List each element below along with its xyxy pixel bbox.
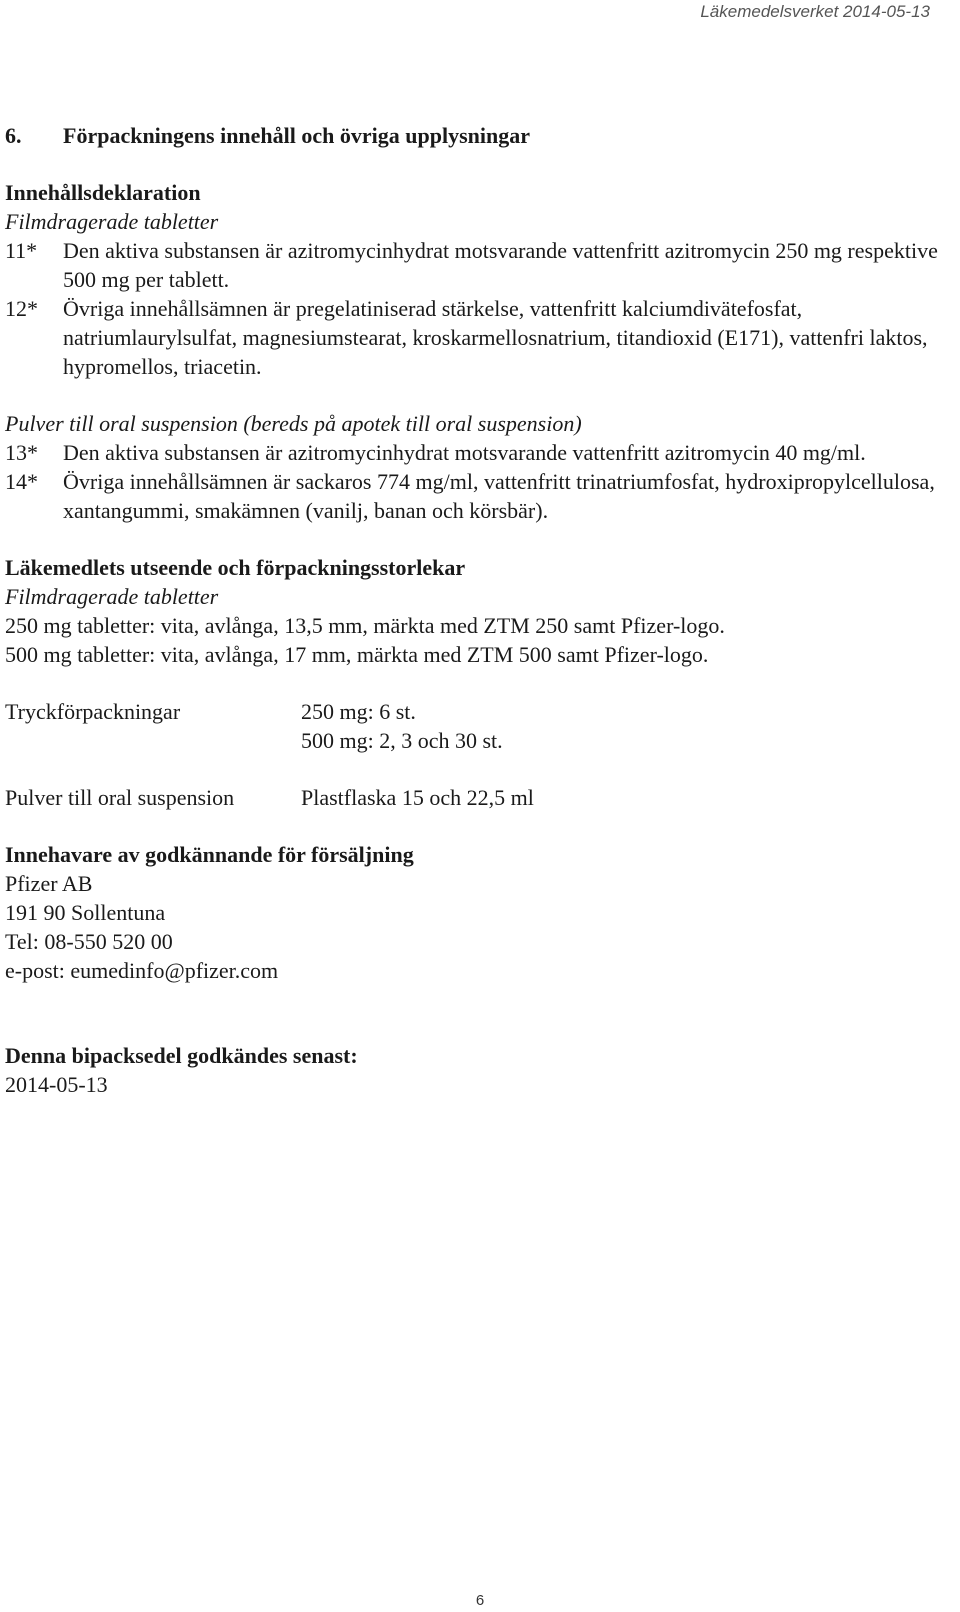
holder-line: Tel: 08-550 520 00 [5, 929, 173, 954]
approval-date: 2014-05-13 [5, 1072, 108, 1097]
item-text: Övriga innehållsämnen är sackaros 774 mg/ml, vattenfritt trinatriumfosfat, hydroxipropylcellulosa, xantangummi, smakämnen (vanilj, banan och körsbär). [63, 469, 935, 523]
blister-values [301, 697, 503, 755]
appearance-line-500: 500 mg tabletter: vita, avlånga, 17 mm, märkta med ZTM 500 samt Pfizer-logo. [5, 642, 709, 667]
declaration-tablets-label: Filmdragerade tabletter [5, 209, 219, 234]
item-text: Övriga innehållsämnen är pregelatiniserad stärkelse, vattenfritt kalciumdivätefosfat, natriumlaurylsulfat, magnesiumstearat, kroskarmellosnatrium, titandioxid (E171), vattenfri laktos, hypromellos, triacetin. [63, 296, 928, 379]
blister-value: 500 mg: 2, 3 och 30 st. [301, 728, 503, 753]
powder-value: Plastflaska 15 och 22,5 ml [301, 785, 534, 810]
section-heading [5, 121, 955, 150]
page-number: 6 [475, 1592, 485, 1609]
list-item [5, 438, 955, 467]
holder-line: Pfizer AB [5, 871, 93, 896]
holder-line: e-post: eumedinfo@pfizer.com [5, 958, 279, 983]
item-text: Den aktiva substansen är azitromycinhydrat motsvarande vattenfritt azitromycin 40 mg/ml. [63, 440, 866, 465]
holder-heading: Innehavare av godkännande för försäljning [5, 842, 414, 867]
appearance-tablets-label: Filmdragerade tabletter [5, 584, 219, 609]
document-content [5, 121, 955, 1099]
list-item [5, 294, 955, 381]
item-number: 11* [5, 238, 38, 263]
header-agency-date: Läkemedelsverket 2014-05-13 [700, 2, 930, 21]
blister-value: 250 mg: 6 st. [301, 699, 416, 724]
appearance-line-250: 250 mg tabletter: vita, avlånga, 13,5 mm, märkta med ZTM 250 samt Pfizer-logo. [5, 613, 725, 638]
section-title: Förpackningens innehåll och övriga upplysningar [63, 123, 530, 148]
blister-label: Tryckförpackningar [5, 699, 181, 724]
list-item [5, 467, 955, 525]
item-number: 14* [5, 469, 38, 494]
item-number: 12* [5, 296, 38, 321]
powder-row [5, 783, 955, 812]
declaration-suspension-label: Pulver till oral suspension (bereds på apotek till oral suspension) [5, 411, 582, 436]
powder-label: Pulver till oral suspension [5, 785, 235, 810]
declaration-heading: Innehållsdeklaration [5, 180, 201, 205]
blister-row [5, 697, 955, 755]
approval-heading: Denna bipacksedel godkändes senast: [5, 1043, 358, 1068]
item-text: Den aktiva substansen är azitromycinhydrat motsvarande vattenfritt azitromycin 250 mg respektive 500 mg per tablett. [63, 238, 938, 292]
holder-line: 191 90 Sollentuna [5, 900, 166, 925]
appearance-heading: Läkemedlets utseende och förpackningsstorlekar [5, 555, 466, 580]
item-number: 13* [5, 440, 38, 465]
list-item [5, 236, 955, 294]
section-number: 6. [5, 123, 22, 148]
